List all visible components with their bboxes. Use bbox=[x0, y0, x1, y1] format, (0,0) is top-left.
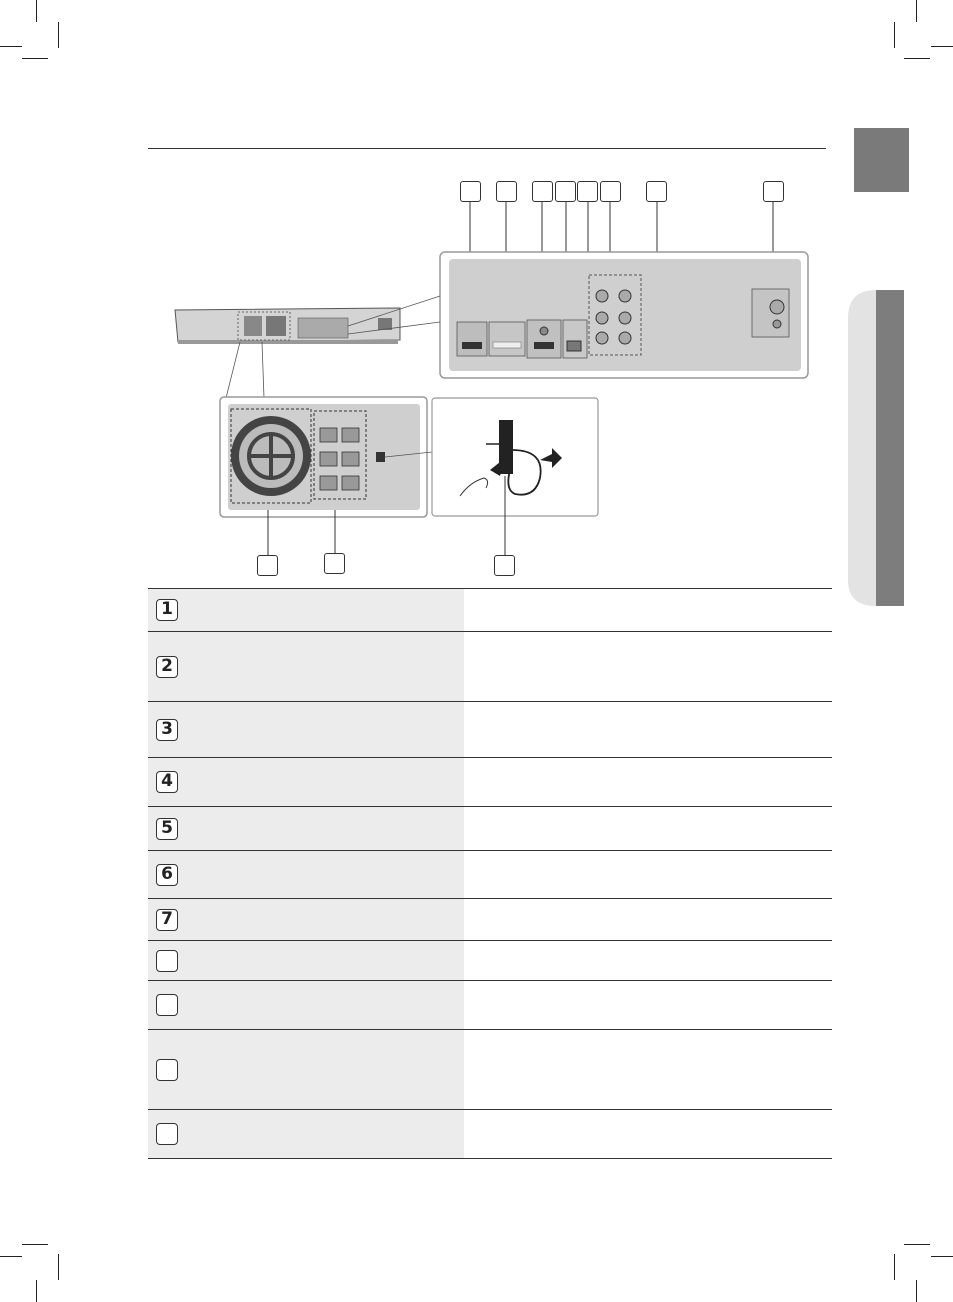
row-description-cell bbox=[464, 807, 832, 850]
table-row bbox=[148, 850, 832, 898]
row-description-cell bbox=[464, 851, 832, 898]
crop-mark bbox=[36, 1280, 37, 1302]
table-row bbox=[148, 588, 832, 631]
row-number-badge: 5 bbox=[156, 818, 178, 840]
row-description-cell bbox=[464, 899, 832, 940]
row-description-cell bbox=[464, 632, 832, 701]
row-number-badge: 3 bbox=[156, 719, 178, 741]
row-label-cell bbox=[148, 851, 464, 898]
row-number-badge: 6 bbox=[156, 864, 178, 886]
table-row bbox=[148, 1029, 832, 1109]
crop-mark bbox=[904, 1244, 930, 1245]
table-row bbox=[148, 940, 832, 980]
row-description-cell bbox=[464, 1030, 832, 1109]
crop-mark bbox=[22, 1244, 48, 1245]
row-number-badge bbox=[156, 1123, 178, 1145]
table-row bbox=[148, 701, 832, 757]
row-number-badge: 1 bbox=[156, 599, 178, 621]
crop-mark bbox=[894, 1254, 895, 1280]
row-label-cell bbox=[148, 981, 464, 1029]
crop-mark bbox=[58, 1254, 59, 1280]
row-number-badge bbox=[156, 994, 178, 1016]
row-label-cell bbox=[148, 758, 464, 806]
row-label-cell bbox=[148, 807, 464, 850]
row-description-cell bbox=[464, 589, 832, 631]
table-row bbox=[148, 631, 832, 701]
table-row bbox=[148, 898, 832, 940]
row-label-cell bbox=[148, 941, 464, 980]
row-label-cell bbox=[148, 1030, 464, 1109]
row-number-badge bbox=[156, 950, 178, 972]
crop-mark bbox=[931, 1256, 953, 1257]
rear-panel-diagram bbox=[0, 0, 953, 590]
row-label-cell bbox=[148, 702, 464, 757]
row-description-cell bbox=[464, 702, 832, 757]
table-row bbox=[148, 806, 832, 850]
crop-mark bbox=[0, 1256, 22, 1257]
row-description-cell bbox=[464, 758, 832, 806]
row-number-badge bbox=[156, 1059, 178, 1081]
row-label-cell bbox=[148, 589, 464, 631]
row-label-cell bbox=[148, 899, 464, 940]
row-description-cell bbox=[464, 1110, 832, 1158]
crop-mark bbox=[916, 1280, 917, 1302]
row-label-cell bbox=[148, 632, 464, 701]
row-description-cell bbox=[464, 981, 832, 1029]
row-description-cell bbox=[464, 941, 832, 980]
row-number-badge: 2 bbox=[156, 656, 178, 678]
table-row bbox=[148, 1109, 832, 1159]
row-number-badge: 4 bbox=[156, 771, 178, 793]
row-number-badge: 7 bbox=[156, 909, 178, 931]
table-row bbox=[148, 757, 832, 806]
row-label-cell bbox=[148, 1110, 464, 1158]
table-row bbox=[148, 980, 832, 1029]
connections-table bbox=[148, 588, 832, 1159]
